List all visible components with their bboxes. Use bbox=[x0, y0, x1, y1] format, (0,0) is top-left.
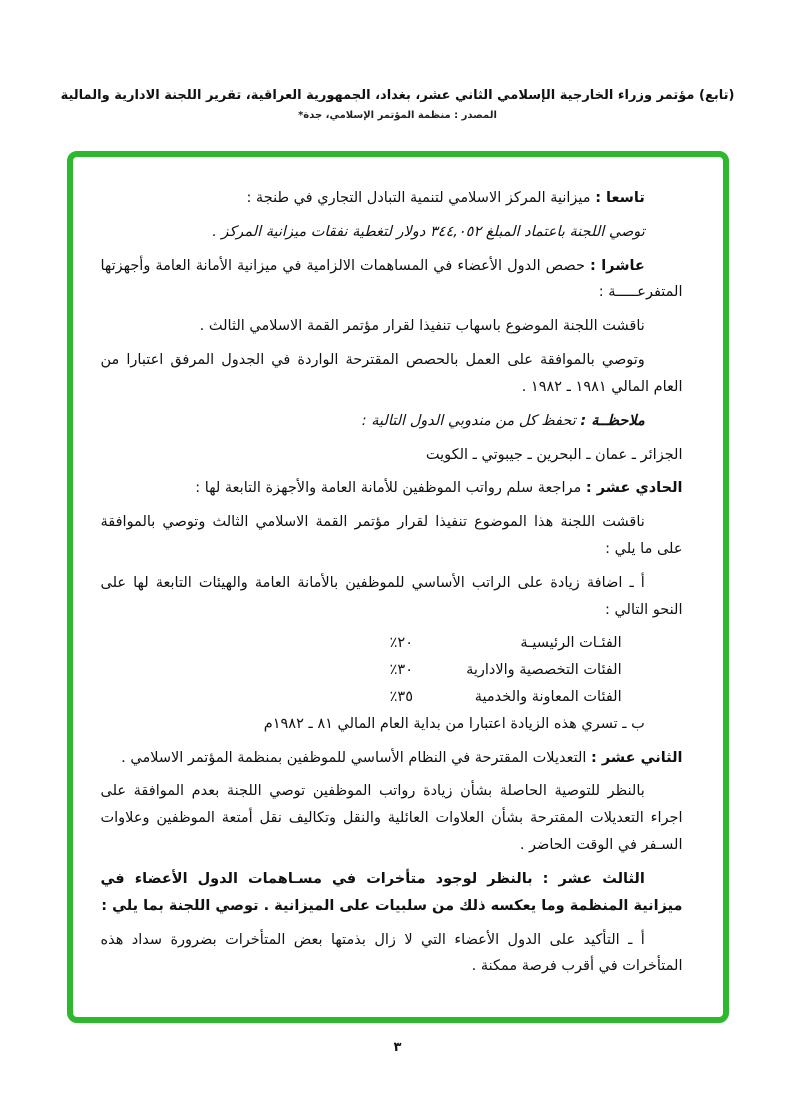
green-frame bbox=[67, 151, 729, 1023]
paragraph bbox=[101, 778, 683, 858]
paragraph-text: وتوصي بالموافقة على العمل بالحصص المقترحة الواردة في الجدول المرفق اعتبارا من العام المالي ١٩٨١ ـ ١٩٨٢ . bbox=[100, 352, 683, 395]
paragraph-text: توصي اللجنة باعتماد المبلغ ٣٤٤,٠٥٢ دولار لتغطية نفقات ميزانية المركز . bbox=[212, 223, 645, 240]
paragraph-lead: عاشرا : bbox=[589, 257, 645, 274]
paragraph-text: ميزانية المركز الاسلامي لتنمية التبادل التجاري في طنجة : bbox=[246, 190, 596, 206]
grade-row bbox=[390, 657, 683, 684]
paragraph bbox=[101, 253, 683, 307]
paragraph-text: ناقشت اللجنة الموضوع باسهاب تنفيذا لقرار مؤتمر القمة الاسلامي الثالث . bbox=[199, 318, 645, 335]
paragraph bbox=[101, 745, 683, 772]
paragraph bbox=[101, 442, 683, 469]
paragraph bbox=[101, 866, 683, 920]
paragraph-lead: الثاني عشر : bbox=[591, 749, 683, 766]
paragraph-lead: الثالث عشر : bbox=[542, 870, 645, 887]
paragraph-text: التعديلات المقترحة في النظام الأساسي للموظفين بمنظمة المؤتمر الاسلامي . bbox=[121, 749, 592, 766]
paragraph bbox=[101, 711, 683, 738]
paragraph-text: أ ـ التأكيد على الدول الأعضاء التي لا زال بذمتها بعض المتأخرات بضرورة سداد هذه المتأخرات في أقرب فرصة ممكنة . bbox=[100, 931, 683, 975]
paragraph-text: بالنظر للتوصية الحاصلة بشأن زيادة رواتب الموظفين توصي اللجنة بعدم الموافقة على اجراء التعديلات المقترحة بشأن العلاوات العائلية والنقل وتكاليف نقل أمتعة الموظفين وعلاوات السـفر في الوقت الحاضر . bbox=[100, 783, 683, 854]
paragraph bbox=[101, 185, 683, 212]
paragraph-text: حصص الدول الأعضاء في المساهمات الالزامية في ميزانية الأمانة العامة وأجهزتها المتفرعـــــة : bbox=[100, 257, 683, 301]
paragraph bbox=[101, 475, 683, 502]
grade-value: ٣٠٪ bbox=[389, 662, 413, 679]
paragraph-text: مراجعة سلم رواتب الموظفين للأمانة العامة والأجهزة التابعة لها : bbox=[195, 480, 586, 497]
document-body bbox=[101, 185, 683, 980]
paragraph-text: الجزائر ـ عمان ـ البحرين ـ جيبوتي ـ الكويت bbox=[425, 446, 683, 463]
paragraph-text: بالنظر لوجود متأخرات في مسـاهمات الدول الأعضاء في ميزانية المنظمة وما يعكسه ذلك من سلبيات على الميزانية . توصي اللجنة بما يلي : bbox=[100, 870, 683, 914]
grade-value: ٣٥٪ bbox=[389, 689, 413, 705]
grade-label: الفئـات الرئيسيـة bbox=[520, 635, 622, 652]
paragraph bbox=[101, 509, 683, 563]
paragraph bbox=[101, 570, 683, 624]
grade-row bbox=[390, 684, 683, 711]
paragraph bbox=[101, 347, 683, 401]
paragraph-lead: ملاحظــة : bbox=[580, 412, 645, 429]
paragraph bbox=[101, 219, 683, 246]
paragraph-text: تحفظ كل من مندوبي الدول التالية : bbox=[361, 412, 581, 429]
grade-value: ٢٠٪ bbox=[389, 635, 413, 652]
paragraph-lead: تاسعا : bbox=[595, 190, 645, 206]
paragraph-text: أ ـ اضافة زيادة على الراتب الأساسي للموظفين بالأمانة العامة والهيئات التابعة لها على النحو التالي : bbox=[100, 574, 683, 618]
paragraph-text: ب ـ تسري هذه الزيادة اعتبارا من بداية العام المالي ٨١ ـ ١٩٨٢م bbox=[263, 715, 645, 732]
paragraph-text: ناقشت اللجنة هذا الموضوع تنفيذا لقرار مؤتمر القمة الاسلامي الثالث وتوصي بالموافقة على ما يلي : bbox=[100, 514, 683, 557]
paragraph bbox=[101, 927, 683, 981]
grade-label: الفئات التخصصية والادارية bbox=[466, 662, 622, 679]
header-title: (تابع) مؤتمر وزراء الخارجية الإسلامي الثاني عشر، بغداد، الجمهورية العراقية، تقرير اللجنة الادارية والمالية bbox=[60, 88, 735, 103]
paragraph-lead: الحادي عشر : bbox=[585, 480, 683, 497]
page-header bbox=[0, 0, 795, 121]
header-source: المصدر : منظمة المؤتمر الإسلامي، جدة* bbox=[298, 110, 497, 121]
paragraph bbox=[101, 408, 683, 435]
grade-label: الفئات المعاونة والخدمية bbox=[474, 689, 622, 705]
page-number: ٣ bbox=[393, 1040, 402, 1055]
grade-row bbox=[390, 630, 683, 657]
paragraph bbox=[101, 313, 683, 340]
